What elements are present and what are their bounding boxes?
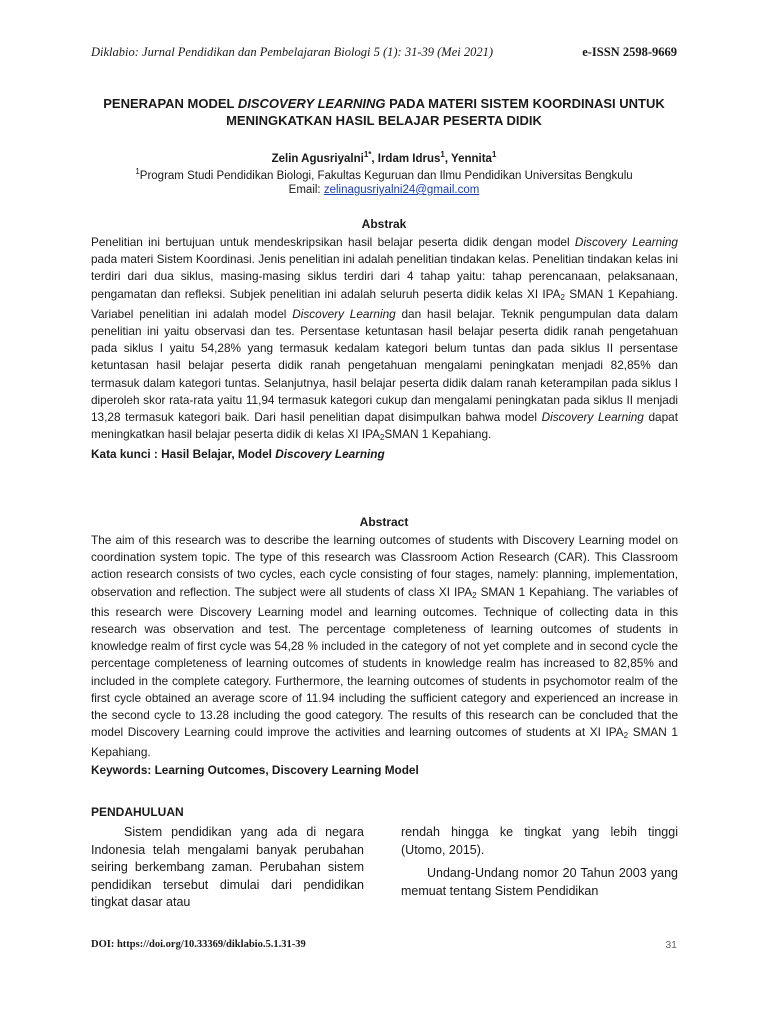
article-title <box>91 95 677 129</box>
title-part-1: PENERAPAN MODEL <box>103 96 238 111</box>
abstrak-i1: Discovery Learning <box>574 235 678 249</box>
author-3: , Yennita <box>444 152 492 165</box>
author-3-sup: 1 <box>491 150 497 159</box>
page-number: 31 <box>665 939 677 951</box>
abstrak-t2: pada materi Sistem Koordinasi. Jenis penelitian ini adalah penelitian tindakan kelas. Penelitian tindakan kelas ini terdiri dari dua siklus, masing-masing siklus terdiri dari 4 tahap yaitu: tahap perencanaan, pelaksanaan, pengamatan dan refleksi. Subjek penelitian ini adalah seluruh peserta didik kelas XI IPA <box>91 252 678 301</box>
abstract-heading: Abstract <box>359 515 409 529</box>
abstrak-i3: Discovery Learning <box>541 410 644 425</box>
abstract-t2: SMAN 1 Kepahiang. The variables of this research were Discovery Learning model and learning outcomes. Technique of collecting data in this research was observation and test. The percentage completeness of learning outcomes of students in knowledge realm of first cycle was 54,28 % included in the category of not yet complete and in second cycle the percentage completeness of learning outcomes of students in knowledge realm has increased to 82,85% and included in the complete category. Furthermore, the learning outcomes of students in psychomotor realm of the first cycle obtained an average score of 11.94 including the sufficient category and experienced an increase in the second cycle to 13.28 including the good category. The results of this research can be concluded that the model Discovery Learning could improve the activities and learning outcomes of students at XI IPA <box>91 584 678 740</box>
intro-right-column <box>401 824 678 900</box>
abstrak-keywords <box>91 447 385 461</box>
email-label: Email: <box>288 184 324 196</box>
abstrak-t5: dapat meningkatkan hasil belajar peserta didik di kelas XI IPA <box>91 410 678 442</box>
abstrak-sub2: 2 <box>379 433 385 443</box>
email-link[interactable]: zelinagusriyalni24@gmail.com <box>323 184 480 196</box>
title-line-2: MENINGKATKAN HASIL BELAJAR PESERTA DIDIK <box>226 113 542 128</box>
affiliation-text: Program Studi Pendidikan Biologi, Fakultas Keguruan dan Ilmu Pendidikan Universitas Bengkulu <box>139 169 633 182</box>
abstrak-i2: Discovery Learning <box>292 306 396 321</box>
abstrak-text <box>91 234 678 464</box>
abstract-sub1: 2 <box>472 590 477 600</box>
kata-kunci-label: Kata kunci : Hasil Belajar, Model <box>91 447 276 462</box>
abstrak-sub1: 2 <box>560 292 565 302</box>
abstract-keywords: Keywords: Learning Outcomes, Discovery Learning Model <box>91 762 419 777</box>
abstract-sub2: 2 <box>623 731 629 741</box>
section-heading-pendahuluan: PENDAHULUAN <box>91 805 184 819</box>
abstract-text <box>91 532 678 779</box>
author-2-sup: 1 <box>440 150 445 159</box>
intro-left-column: Sistem pendidikan yang ada di negara Indonesia telah mengalami banyak perubahan seiring berkembang zaman. Perubahan sistem pendidikan tersebut dimulai dari pendidikan tingkat dasar atau <box>91 825 364 910</box>
intro-right-para-1: rendah hingga ke tingkat yang lebih tinggi (Utomo, 2015). <box>401 825 678 857</box>
abstrak-t1: Penelitian ini bertujuan untuk mendeskripsikan hasil belajar peserta didik dengan model <box>91 235 575 249</box>
abstrak-t6: SMAN 1 Kepahiang. <box>384 427 492 442</box>
title-italic: DISCOVERY LEARNING <box>237 96 386 111</box>
kata-kunci-italic: Discovery Learning <box>275 447 385 462</box>
abstrak-heading: Abstrak <box>361 217 407 231</box>
abstract-t1: The aim of this research was to describe the learning outcomes of students with Discovery Learning model on coordination system topic. The type of this research was Classroom Action Research (CAR). This Classroom action research consists of two cycles, each cycle consisting of four stages, namely: planning, implementation, observation and reflection. The subject were all students of class XI IPA <box>91 533 678 599</box>
affiliation-sup: 1 <box>135 167 140 176</box>
title-part-3: PADA MATERI SISTEM KOORDINASI UNTUK <box>385 96 665 111</box>
email-line <box>91 184 677 196</box>
author-1-sup: 1* <box>363 150 372 159</box>
author-list <box>91 150 677 165</box>
issn-label: e-ISSN 2598-9669 <box>582 45 677 59</box>
abstrak-t3: SMAN 1 Kepahiang. Variabel penelitian ini adalah model <box>91 286 678 321</box>
doi-footer: DOI: https://doi.org/10.33369/diklabio.5.1.31-39 <box>91 939 306 950</box>
abstract-t3: SMAN 1 Kepahiang. <box>91 725 678 760</box>
journal-citation: Diklabio: Jurnal Pendidikan dan Pembelajaran Biologi 5 (1): 31-39 (Mei 2021) <box>91 45 494 59</box>
intro-right-para-2: Undang-Undang nomor 20 Tahun 2003 yang memuat tentang Sistem Pendidikan <box>401 866 678 898</box>
affiliation <box>91 167 677 182</box>
abstrak-t4: dan hasil belajar. Teknik pengumpulan data dalam penelitian ini yaitu observasi dan tes. Persentase ketuntasan hasil belajar peserta didik ranah pengetahuan pada siklus I yaitu 54,28% yang termasuk kedalam kategori belum tuntas dan pada siklus II persentase ketuntasan hasil belajar peserta didik ranah pengetahuan mengalami peningkatan menjadi 82,85% dan termasuk dalam kategori tuntas. Selanjutnya, hasil belajar peserta didik dalam ranah keterampilan pada siklus I diperoleh skor rata-rata yaitu 11,94 termasuk kategori cukup dan mengalami peningkatan pada siklus II menjadi 13,28 termasuk kategori baik. Dari hasil penelitian dapat disimpulkan bahwa model <box>91 306 678 425</box>
author-2: , Irdam Idrus <box>371 152 441 165</box>
author-1: Zelin Agusriyalni <box>271 152 364 165</box>
